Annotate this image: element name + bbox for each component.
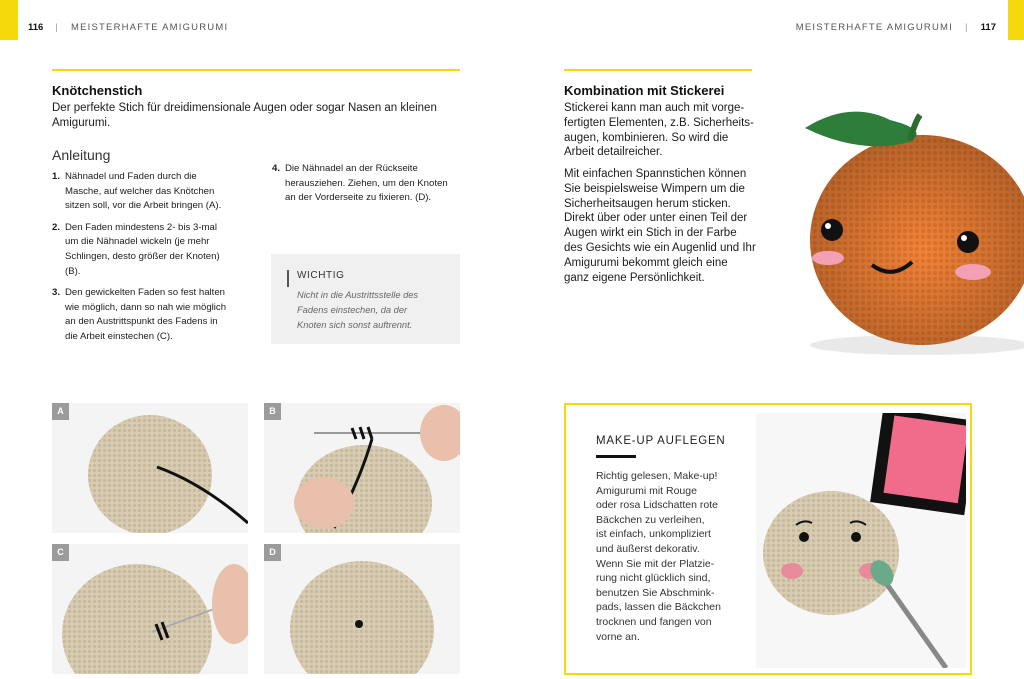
step-1: 1. Nähnadel und Faden durch die Masche, auf welcher das Knötchen sitzen soll, vor die Arbeit bringen (A). (52, 171, 222, 212)
photo-a (52, 403, 248, 533)
wichtig-title: WICHTIG (297, 270, 345, 281)
wichtig-marker (287, 270, 289, 287)
photo-c-illustration (52, 544, 248, 674)
photo-b (264, 403, 460, 533)
left-edge-tab (0, 0, 18, 40)
step-3: 3. Den gewickelten Faden so fest halten wie möglich, dann so nah wie möglich an den Austrittspunkt des Fadens in die Arbeit einstechen (C). (52, 287, 227, 342)
makeup-text: Richtig gelesen, Make-up! Amigurumi mit Rouge oder rosa Lidschatten rote Bäckchen zu verleihen, ist einfach, unkompliziert und äußerst dekorativ. Wenn Sie mit der Platzie- rung nicht glücklich sind, benutzen Sie Abschmink- pads, lassen die Bäckchen trocknen und fangen von vorne an. (596, 470, 721, 643)
section-title-knoetchenstich: Knötchenstich (52, 83, 143, 98)
kombination-para1: Stickerei kann man auch mit vorge- fertigten Elementen, z.B. Sicherheits- augen, kombinieren. So wird die Arbeit detailreicher. (564, 102, 754, 159)
orange-amigurumi-photo (770, 60, 1024, 360)
photo-label-d: D (264, 544, 281, 561)
left-page-number: 116 (28, 22, 44, 33)
makeup-title-underline (596, 455, 636, 458)
makeup-title: MAKE-UP AUFLEGEN (596, 435, 726, 447)
kombination-para2: Mit einfachen Spannstichen können Sie beispielsweise Wimpern um die Sicherheitsaugen herum sticken. Direkt über oder unter einen Teil der Augen wirkt ein Stich in der Farbe des Gesichts wie ein Augenlid und Ihr Amigurumi bekommt gleich eine ganz eigene Persönlichkeit. (564, 168, 756, 284)
photo-d (264, 544, 460, 674)
steps-list-col2 (272, 162, 462, 213)
photo-d-illustration (264, 544, 460, 674)
step-4: 4. Die Nähnadel an der Rückseite herausziehen. Ziehen, um den Knoten an der Vorderseite zu fixieren. (D). (272, 163, 448, 204)
wichtig-box (271, 254, 460, 344)
left-running-header: 116 | MEISTERHAFTE AMIGURUMI (28, 22, 229, 33)
left-title-rule (52, 69, 460, 71)
photo-a-illustration (52, 403, 248, 533)
right-title-rule (564, 69, 752, 71)
right-running-header: MEISTERHAFTE AMIGURUMI | 117 (795, 22, 996, 33)
left-book-title: MEISTERHAFTE AMIGURUMI (71, 22, 229, 33)
anleitung-heading: Anleitung (52, 147, 111, 163)
photo-label-b: B (264, 403, 281, 420)
section-title-kombination: Kombination mit Stickerei (564, 83, 725, 98)
right-book-title: MEISTERHAFTE AMIGURUMI (795, 22, 953, 33)
steps-list-col1 (52, 170, 252, 352)
right-edge-tab (1008, 0, 1024, 40)
photo-b-illustration (264, 403, 460, 533)
makeup-amigurumi-photo (756, 413, 966, 668)
photo-c (52, 544, 248, 674)
wichtig-text: Nicht in die Austrittsstelle des Fadens einstechen, da der Knoten sich sonst auftrennt. (297, 290, 419, 330)
right-page-number: 117 (980, 22, 996, 33)
photo-label-a: A (52, 403, 69, 420)
step-2: 2. Den Faden mindestens 2- bis 3-mal um die Nähnadel wickeln (je mehr Schlingen, desto größer der Knoten) (B). (52, 221, 220, 277)
intro-text: Der perfekte Stich für dreidimensionale Augen oder sogar Nasen an kleinen Amigurumi. (52, 102, 437, 129)
makeup-box (564, 403, 972, 675)
photo-label-c: C (52, 544, 69, 561)
